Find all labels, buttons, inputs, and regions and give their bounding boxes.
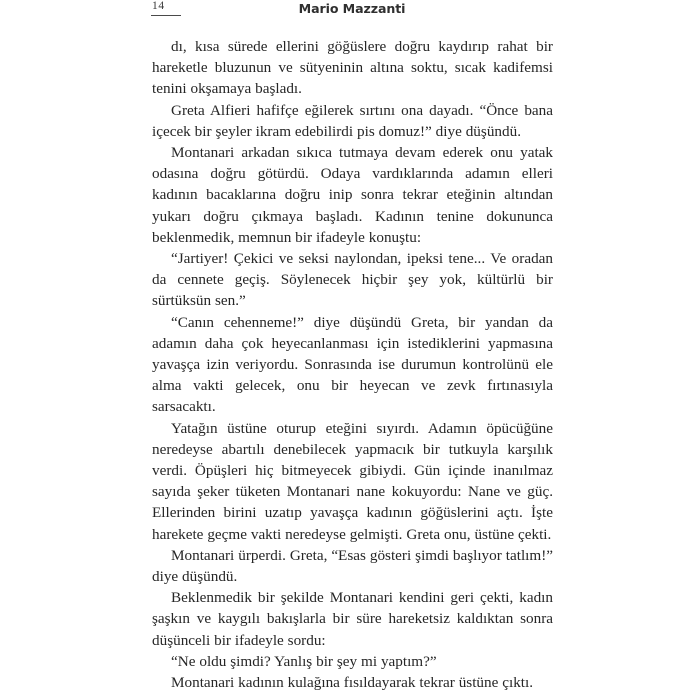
paragraph: Montanari arkadan sıkıca tutmaya devam ederek onu yatak odasına doğru götürdü. Odaya vardıklarında adamın elleri kadının bacaklarına doğru inip sonra tekrar eteğinin altından yukarı doğru çıkmaya başladı. Kadının tenine dokununca beklenmedik, memnun bir ifadeyle konuştu: xyxy=(152,144,553,246)
paragraph: Yatağın üstüne oturup eteğini sıyırdı. Adamın öpücüğüne neredeyse abartılı denebilecek yapmacık bir tutkuyla karşılık verdi. Öpüşleri hiç bitmeyecek gibiydi. Gün içinde inanılmaz sayıda şeker tüketen Montanari nane kokuyordu: Nane ve güç. Ellerinden birini uzatıp yavaşça kadının göğüslerini açtı. İşte harekete geçme vakti neredeyse gelmişti. Greta onu, üstüne çekti. xyxy=(152,419,553,543)
paragraph: “Jartiyer! Çekici ve seksi naylondan, ipeksi tene... Ve oradan da cennete geçiş. Söylenecek hiçbir şey yok, kültürlü bir sürtüksün sen.” xyxy=(152,250,553,310)
paragraph: dı, kısa sürede ellerini göğüslere doğru kaydırıp rahat bir hareketle bluzunun ve sütyeninin altına soktu, sıcak kadifemsi tenini okşamaya başladı. xyxy=(152,38,553,98)
paragraph: Greta Alfieri hafifçe eğilerek sırtını ona dayadı. “Önce bana içecek bir şeyler ikram edebilirdi pis domuz!” diye düşündü. xyxy=(152,101,553,140)
body-text-block xyxy=(152,36,553,693)
page-number: 14 xyxy=(152,0,165,12)
paragraph: Beklenmedik bir şekilde Montanari kendini geri çekti, kadın şaşkın ve kaygılı bakışlarla bir süre hareketsiz kaldıktan sonra düşünceli bir ifadeyle sordu: xyxy=(152,589,553,649)
paragraph: Montanari ürperdi. Greta, “Esas gösteri şimdi başlıyor tatlım!” diye düşündü. xyxy=(152,546,553,586)
paragraph: Montanari kadının kulağına fısıldayarak tekrar üstüne çıktı. xyxy=(171,674,534,692)
running-head-title: Mario Mazzanti xyxy=(298,1,406,16)
running-head xyxy=(152,0,552,22)
paragraph: “Canın cehenneme!” diye düşündü Greta, bir yandan da adamın daha çok heyecanlanması için istediklerini yapmasına yavaşça izin veriyordu. Sonrasında ise durumun kontrolünü ele alma vakti gelecek, onu bir heyecan ve zevk fırtınasıyla sarsacaktı. xyxy=(152,313,553,416)
paragraph: “Ne oldu şimdi? Yanlış bir şey mi yaptım?” xyxy=(171,652,437,670)
